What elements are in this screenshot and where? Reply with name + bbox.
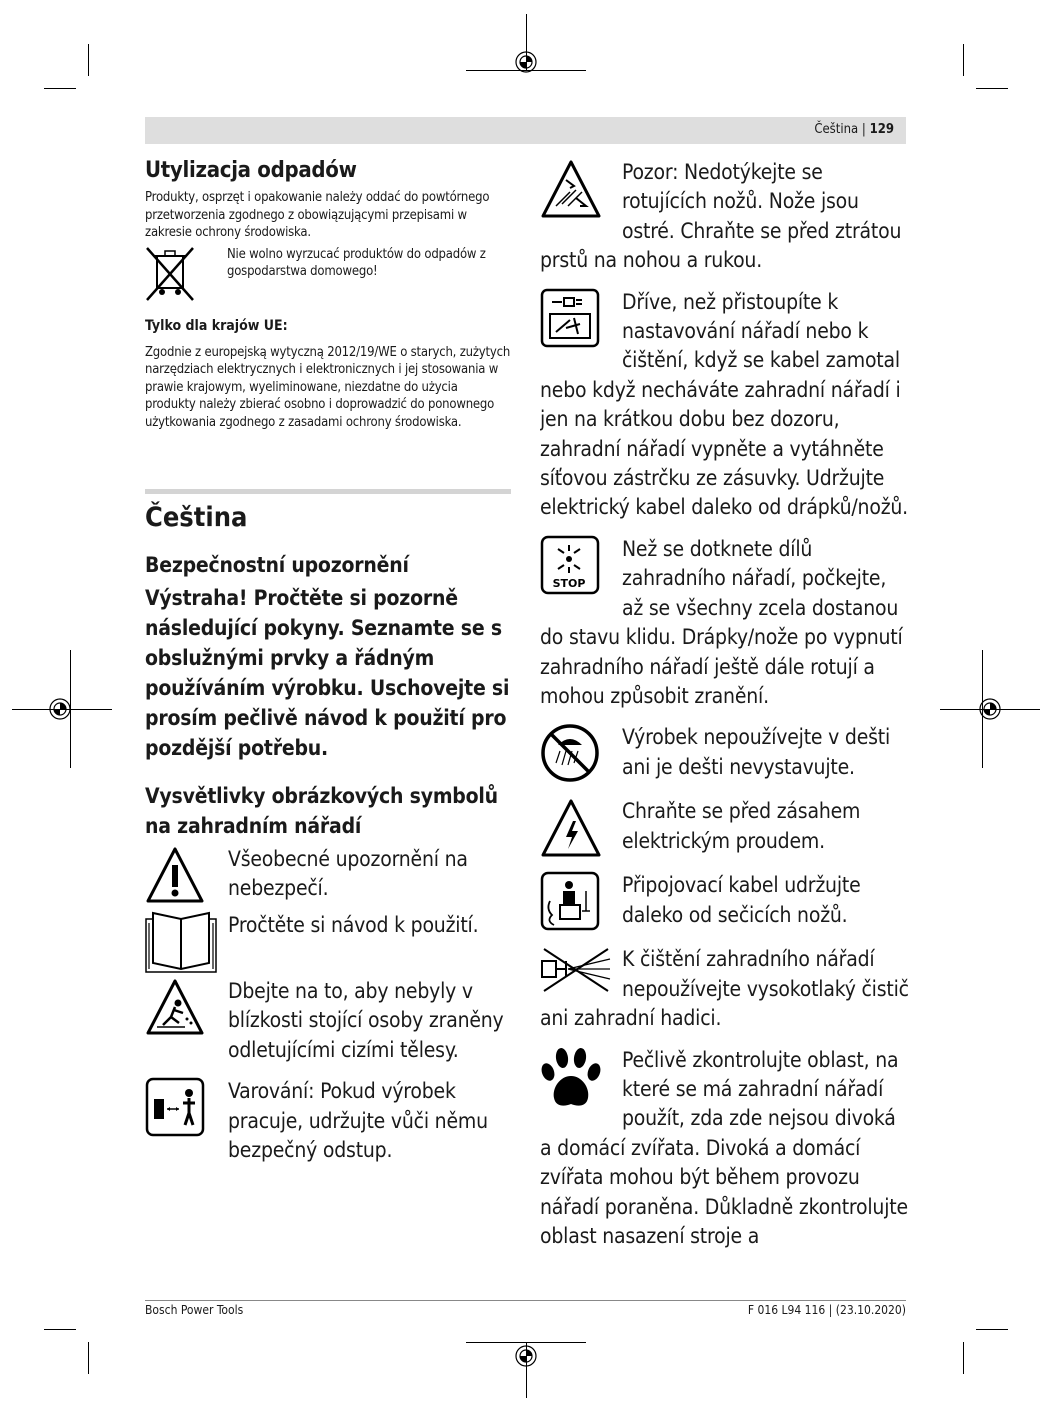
language-heading: Čeština <box>145 502 248 533</box>
page-header <box>145 117 906 144</box>
symbol-thrown-objects <box>145 977 511 1065</box>
paw-print-icon <box>540 1046 602 1112</box>
page-number: 129 <box>869 122 894 137</box>
bin-text: Nie wolno wyrzucać produktów do odpadów z gospodarstwa domowego! <box>227 246 486 279</box>
item-text-unplug: Dříve, než přistoupíte k nastavování nářadí nebo k čištění, když se kabel zamotal nebo když necháváte zahradní nářadí i jen na krátkou dobu bez dozoru, zahradní nářadí vypněte a vytáhněte síťovou zástrčku ze zásuvky. Udržujte elektrický kabel daleko od drápků/nožů. <box>540 289 908 520</box>
warning-triangle-icon <box>145 845 205 905</box>
item-rain <box>540 723 910 785</box>
header-text <box>814 122 894 137</box>
item-text-electric-shock: Chraňte se před zásahem elektrickým proudem. <box>622 799 861 853</box>
section-divider <box>145 489 511 494</box>
symbol-safe-distance <box>145 1077 511 1165</box>
rotating-blades-warning-icon <box>540 158 602 220</box>
item-text-no-pressure-washer: K čištění zahradního nářadí nepoužívejte vysokotlaký čistič ani zahradní hadici. <box>540 947 909 1031</box>
crossed-bin-icon <box>145 246 195 302</box>
header-separator: | <box>861 122 866 137</box>
item-animals <box>540 1046 910 1252</box>
eu-text: Zgodnie z europejską wytyczną 2012/19/WE o starych, zużytych narzędziach elektrycznych i elektronicznych i jej stosowania w prawie krajowym, wyeliminowane, niezdatne do użycia produkty należy zbierać osobno i doprowadzić do ponownego użytkowania zgodnego z zasadami ochrony środowiska. <box>145 344 511 430</box>
open-book-icon <box>145 911 217 973</box>
stop-rotation-icon <box>540 535 602 597</box>
symbols-heading: Vysvětlivky obrázkových symbolů na zahradním nářadí <box>145 784 498 838</box>
cable-away-from-blades-icon <box>540 871 602 933</box>
item-text-rain: Výrobek nepoužívejte v dešti ani je dešti nevystavujte. <box>622 725 891 779</box>
item-unplug <box>540 288 910 523</box>
warning-text: Výstraha! Pročtěte si pozorně následující pokyny. Seznamte se s obslužnými prvky a řádným používáním výrobku. Uschovejte si prosím pečlivě návod k použití pro pozdější potřebu. <box>145 586 510 760</box>
item-cable-away <box>540 871 910 933</box>
right-column <box>540 158 910 1251</box>
item-text-rotating-blades: Pozor: Nedotýkejte se rotujících nožů. Nože jsou ostré. Chraňte se před ztrátou prstů na nohou a rukou. <box>540 160 902 273</box>
item-text-wait-stop: Než se dotknete dílů zahradního nářadí, počkejte, až se všechny zcela dostanou do stavu klidu. Drápky/nože po vypnutí zahradního nářadí ještě dále rotují a mohou způsobit zranění. <box>540 536 903 708</box>
utilization-text: Produkty, osprzęt i opakowanie należy oddać do powtórnego przetworzenia zgodnego z obowiązującymi przepisami w zakresie ochrony środowiska. <box>145 190 490 240</box>
symbol-text-safe-distance: Varování: Pokud výrobek pracuje, udržujte vůči němu bezpečný odstup. <box>228 1079 488 1163</box>
registration-mark-left <box>48 697 72 721</box>
bin-notice <box>145 246 511 302</box>
stop-label: STOP <box>552 576 586 590</box>
item-wait-stop <box>540 535 910 711</box>
no-rain-icon <box>540 723 602 785</box>
symbol-text-thrown-objects: Dbejte na to, aby nebyly v blízkosti stojící osoby zraněny odletujícími cizími tělesy. <box>228 979 504 1062</box>
item-rotating-blades <box>540 158 910 276</box>
no-pressure-washer-icon <box>540 945 612 995</box>
symbol-read-manual <box>145 911 511 973</box>
utilization-title: Utylizacja odpadów <box>145 158 357 183</box>
registration-mark-right <box>978 697 1002 721</box>
footer-brand: Bosch Power Tools <box>145 1303 244 1317</box>
electric-shock-warning-icon <box>540 797 602 859</box>
left-column <box>145 158 511 1165</box>
footer-doc-id: F 016 L94 116 | (23.10.2020) <box>747 1303 906 1317</box>
footer-divider <box>145 1300 906 1301</box>
item-text-animals: Pečlivě zkontrolujte oblast, na které se má zahradní nářadí použít, zda zde nejsou divoká a domácí zvířata. Divoká a domácí zvířata mohou být během provozu nářadí poraněna. Důkladně zkontrolujte oblast nasazení stroje a <box>540 1047 908 1248</box>
safety-heading: Bezpečnostní upozornění <box>145 553 409 577</box>
thrown-objects-warning-icon <box>145 977 205 1037</box>
item-text-cable-away: Připojovací kabel udržujte daleko od sečicích nožů. <box>622 873 861 927</box>
item-no-pressure-washer <box>540 945 910 1033</box>
symbol-general-warning <box>145 845 511 905</box>
registration-mark-bottom <box>514 1344 538 1368</box>
registration-mark-top <box>514 50 538 74</box>
item-electric-shock <box>540 797 910 859</box>
header-language: Čeština <box>814 122 859 137</box>
unplug-before-maintenance-icon <box>540 288 602 350</box>
safe-distance-icon <box>145 1077 205 1137</box>
symbol-text-read-manual: Pročtěte si návod k použití. <box>228 913 479 937</box>
symbol-text-general-warning: Všeobecné upozornění na nebezpečí. <box>228 847 468 901</box>
eu-title: Tylko dla krajów UE: <box>145 317 288 334</box>
